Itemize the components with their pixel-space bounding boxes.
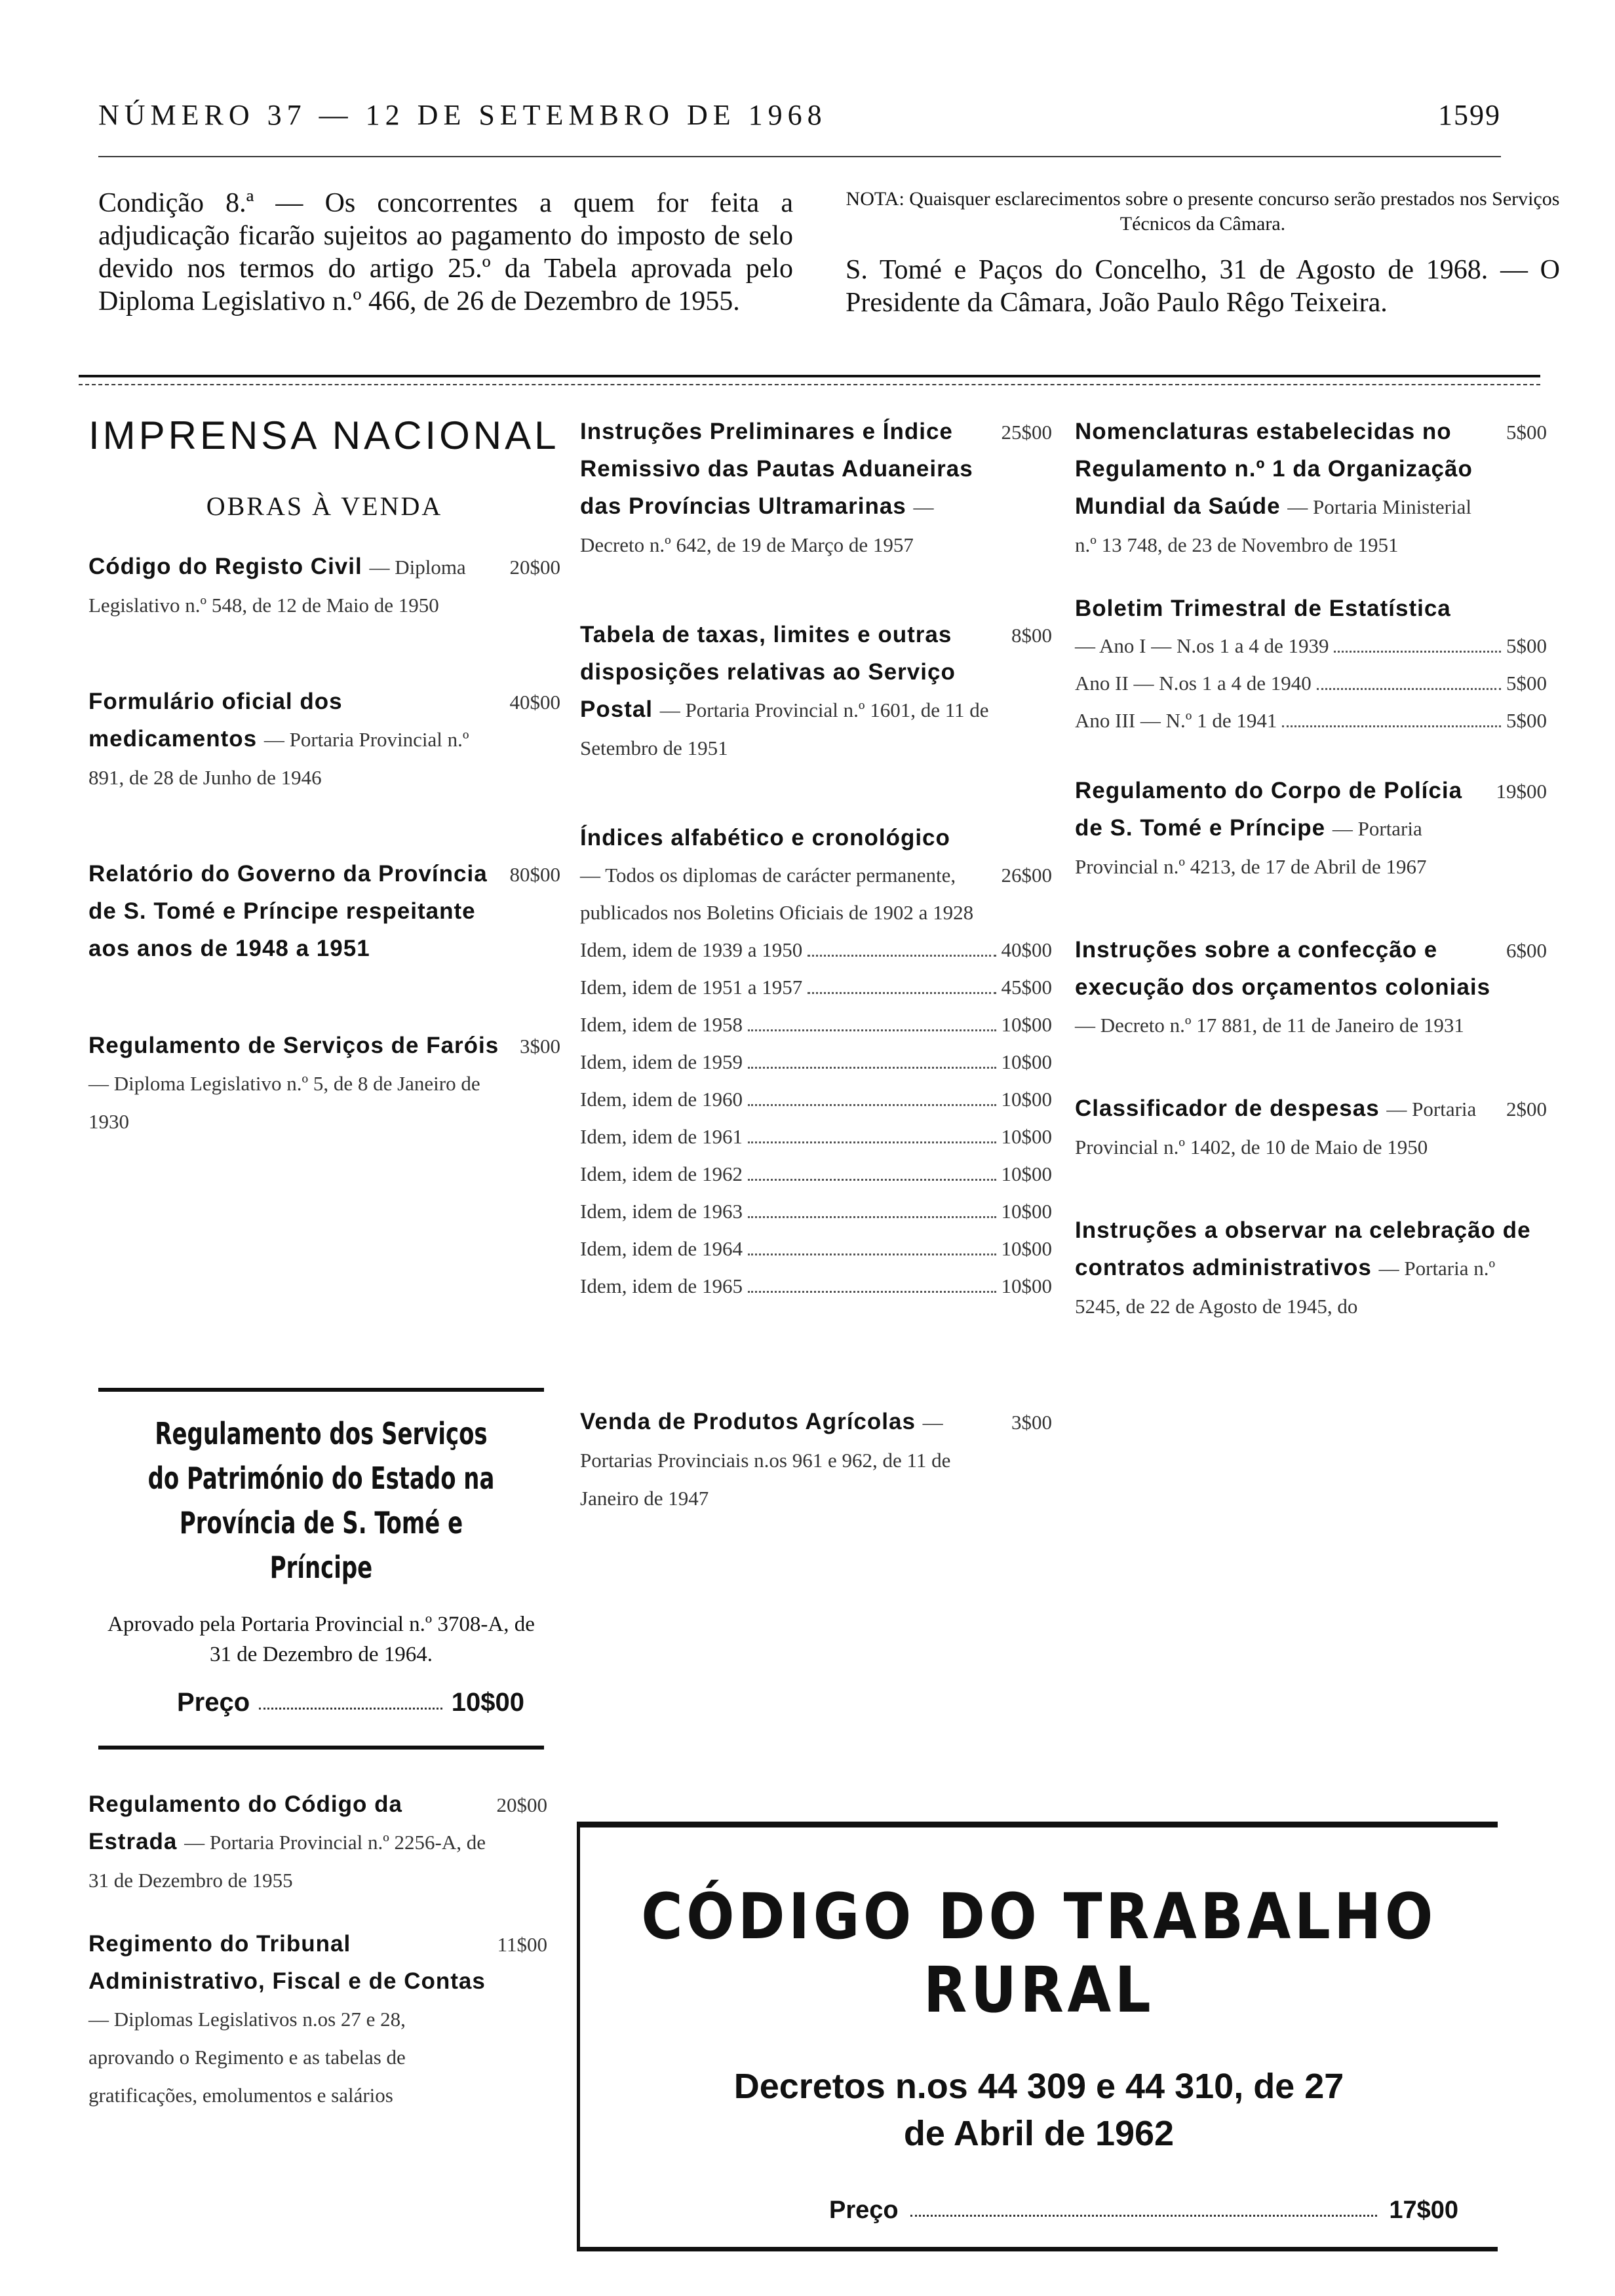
price-row-label: Idem, idem de 1960: [580, 1088, 743, 1111]
price-row: [580, 1081, 1052, 1118]
price-row: [580, 1267, 1052, 1305]
entry-title: Formulário oficial dos medicamentos: [88, 689, 343, 752]
entry-line: [1075, 772, 1547, 885]
catalog-entry: [580, 616, 1052, 767]
price-row: [580, 968, 1052, 1006]
codigo-sub1: Decretos n.os 44 309 e 44 310, de 27: [733, 2067, 1344, 2106]
price-row-label: Ano III — N.º 1 de 1941: [1075, 709, 1277, 732]
entry-desc: — Decreto n.º 17 881, de 11 de Janeiro de 1931: [1075, 1014, 1464, 1037]
notice-block: [846, 187, 1560, 319]
price-row-label: Idem, idem de 1959: [580, 1050, 743, 1073]
entry-title: Tabela de taxas, limites e outras disposições relativas ao Serviço Postal: [580, 622, 956, 722]
price-row: [580, 1043, 1052, 1081]
price-row-label: Idem, idem de 1964: [580, 1237, 743, 1260]
column-3: [1075, 413, 1547, 1371]
col3b-list: [1075, 772, 1547, 1325]
price-row: [580, 1193, 1052, 1230]
catalog-entry: [1075, 772, 1547, 885]
catalog-entry: [580, 413, 1052, 564]
entry-price: 3$00: [1011, 1411, 1052, 1434]
page-header: [98, 98, 1501, 138]
entry-title: Nomenclaturas estabelecidas no Regulamento n.º 1 da Organização Mundial da Saúde: [1075, 419, 1473, 519]
price-row-label: Idem, idem de 1961: [580, 1125, 743, 1148]
entry-price: 19$00: [1496, 780, 1547, 803]
entry-desc: — Portarias Provinciais n.os 961 e 962, de 11 de Janeiro de 1947: [580, 1411, 951, 1510]
condition-paragraph: Condição 8.ª — Os concorrentes a quem for feita a adjudicação ficarão sujeitos ao pagamento do imposto de selo devido nos termos do artigo 25.º da Tabela aprovada pelo Diploma Legislativo n.º 466, de 26 de Dezembro de 1955.: [98, 188, 793, 316]
entry-title: Instruções sobre a confecção e execução dos orçamentos coloniais: [1075, 937, 1491, 1000]
catalog-entry: [1075, 413, 1547, 564]
indices-desc: — Todos os diplomas de carácter permanente, publicados nos Boletins Oficiais de 1902 a 1928: [580, 864, 974, 924]
entry-line: [88, 855, 560, 968]
obras-subtitle: OBRAS À VENDA: [206, 491, 443, 521]
codigo-price-line: [829, 2196, 1458, 2225]
entry-desc: — Decreto n.º 642, de 19 de Março de 1957: [580, 495, 934, 556]
indices-title: [580, 819, 1052, 856]
entry-line: [88, 1786, 547, 1899]
price-row-label: Idem, idem de 1939 a 1950: [580, 938, 803, 961]
indices-rows: [580, 931, 1052, 1305]
header-rule: [98, 156, 1501, 157]
entry-desc: — Diploma Legislativo n.º 5, de 8 de Janeiro de 1930: [88, 1072, 480, 1133]
entry-desc: — Portaria Ministerial n.º 13 748, de 23 de Novembro de 1951: [1075, 495, 1471, 556]
entry-desc: — Diploma Legislativo n.º 548, de 12 de Maio de 1950: [88, 556, 466, 617]
boletim-entry: [1075, 590, 1547, 739]
entry-price: 40$00: [509, 691, 560, 714]
col1-list: [88, 548, 560, 1140]
price-row-price: 10$00: [1001, 1125, 1052, 1148]
entry-line: [580, 1403, 1052, 1517]
entry-price: 3$00: [520, 1035, 560, 1058]
entry-line: [580, 616, 1052, 767]
imprensa-title: IMPRENSA NACIONAL: [88, 413, 560, 457]
patrimonio-title: Regulamento dos Serviços do Património do Estado na Província de S. Tomé e Príncipe: [147, 1416, 495, 1585]
col3-list: [1075, 413, 1547, 564]
price-row: [580, 1118, 1052, 1155]
codigo-price-label: Preço: [829, 2196, 899, 2224]
price-row-price: 10$00: [1001, 1013, 1052, 1036]
entry-title: Regulamento do Corpo de Polícia de S. Tomé e Príncipe: [1075, 778, 1463, 841]
entry-line: [580, 413, 1052, 564]
page-number: 1599: [1438, 99, 1501, 131]
entry-title: Regulamento de Serviços de Faróis: [88, 1033, 499, 1058]
price-row: [1075, 664, 1547, 702]
entry-desc: — Portaria Provincial n.º 891, de 28 de Junho de 1946: [88, 728, 469, 789]
codigo-title: CÓDIGO DO TRABALHO RURAL: [641, 1880, 1437, 2027]
entry-line: [88, 1925, 547, 2114]
price-row-price: 45$00: [1001, 976, 1052, 999]
price-row-price: 5$00: [1506, 709, 1547, 732]
price-row-label: Idem, idem de 1965: [580, 1274, 743, 1297]
col2-list: [580, 413, 1052, 767]
catalog-entry: [1075, 1212, 1547, 1325]
entry-title: Código do Registo Civil: [88, 554, 362, 579]
entry-desc: — Portaria Provincial n.º 4213, de 17 de Abril de 1967: [1075, 817, 1427, 878]
indices-entry: [580, 819, 1052, 1305]
price-row-label: Idem, idem de 1963: [580, 1200, 743, 1223]
codigo-price: 17$00: [1389, 2196, 1458, 2224]
codigo-subtitle: [580, 2063, 1498, 2157]
price-row: [1075, 702, 1547, 739]
entry-line: [1075, 1090, 1547, 1166]
price-row-price: 40$00: [1001, 938, 1052, 961]
codigo-box: [577, 1822, 1498, 2251]
codigo-sub2: de Abril de 1962: [903, 2114, 1175, 2153]
entry-price: 6$00: [1506, 939, 1547, 962]
price-row: [580, 1155, 1052, 1193]
price-row-label: Idem, idem de 1958: [580, 1013, 743, 1036]
entry-line: [88, 1027, 560, 1140]
entry-price: 5$00: [1506, 421, 1547, 444]
price-row-price: 5$00: [1506, 634, 1547, 657]
entry-price: 20$00: [509, 556, 560, 579]
entry-line: [88, 683, 560, 796]
entry-title: Regimento do Tribunal Administrativo, Fiscal e de Contas: [88, 1931, 486, 1994]
catalog-entry: [88, 855, 560, 968]
price-row-price: 10$00: [1001, 1200, 1052, 1223]
notice-note: NOTA: Quaisquer esclarecimentos sobre o presente concurso serão prestados nos Serviços Técnicos da Câmara.: [846, 188, 1560, 235]
entry-title: Regulamento do Código da Estrada: [88, 1791, 402, 1854]
indices-desc-line: [580, 856, 1052, 931]
entry-title: Instruções Preliminares e Índice Remissivo das Pautas Aduaneiras das Províncias Ultramarinas: [580, 419, 973, 519]
header-issue: NÚMERO 37 — 12 DE SETEMBRO DE 1968: [98, 99, 827, 131]
entry-desc: — Portaria Provincial n.º 2256-A, de 31 de Dezembro de 1955: [88, 1831, 486, 1892]
entry-line: [88, 548, 560, 624]
catalog-entry: [88, 683, 560, 796]
price-row: [580, 931, 1052, 968]
entry-desc: — Portaria Provincial n.º 1402, de 10 de Maio de 1950: [1075, 1098, 1477, 1158]
catalog-entry: [1075, 931, 1547, 1044]
price-row-price: 5$00: [1506, 672, 1547, 695]
catalog-entry: [88, 1027, 560, 1140]
entry-desc: — Portaria Provincial n.º 1601, de 11 de Setembro de 1951: [580, 698, 989, 759]
entry-line: [1075, 413, 1547, 564]
entry-title: Venda de Produtos Agrícolas: [580, 1409, 916, 1434]
ornamental-rule: [79, 375, 1540, 385]
entry-price: 2$00: [1506, 1098, 1547, 1120]
price-row-label: — Ano I — N.os 1 a 4 de 1939: [1075, 634, 1329, 657]
price-row-label: Idem, idem de 1962: [580, 1162, 743, 1185]
price-row-label: Idem, idem de 1951 a 1957: [580, 976, 803, 999]
price-row: [580, 1230, 1052, 1267]
price-row-label: Ano II — N.os 1 a 4 de 1940: [1075, 672, 1312, 695]
entry-price: 25$00: [1001, 421, 1052, 444]
catalog-entry: [1075, 1090, 1547, 1166]
column-2: [580, 413, 1052, 1543]
notice-signature: S. Tomé e Paços do Concelho, 31 de Agosto de 1968. — O Presidente da Câmara, João Paulo Rêgo Teixeira.: [846, 255, 1560, 318]
entry-price: 20$00: [496, 1793, 547, 1816]
boletim-title: Boletim Trimestral de Estatística: [1075, 596, 1451, 621]
entry-line: [1075, 1212, 1547, 1325]
catalog-entry: [88, 1925, 547, 2114]
patrimonio-price-label: Preço: [177, 1688, 250, 1717]
price-row-price: 10$00: [1001, 1088, 1052, 1111]
price-row-price: 10$00: [1001, 1237, 1052, 1260]
indices-title-text: Índices alfabético e cronológico: [580, 825, 950, 851]
patrimonio-price-line: [177, 1688, 524, 1717]
price-row: [1075, 627, 1547, 664]
catalog-entry: [88, 548, 560, 624]
entry-title: Instruções a observar na celebração de contratos administrativos: [1075, 1217, 1531, 1280]
patrimonio-desc: Aprovado pela Portaria Provincial n.º 3708-A, de 31 de Dezembro de 1964.: [107, 1613, 535, 1666]
entry-title: Relatório do Governo da Província de S. Tomé e Príncipe respeitante aos anos de 1948 a 1951: [88, 861, 488, 961]
catalog-entry: [88, 1786, 547, 1899]
price-row-price: 10$00: [1001, 1274, 1052, 1297]
catalog-entry: [580, 1403, 1052, 1517]
indices-first-price: 26$00: [1001, 864, 1052, 887]
entry-line: [1075, 931, 1547, 1044]
entry-desc: — Diplomas Legislativos n.os 27 e 28, aprovando o Regimento e as tabelas de gratificações, emolumentos e salários: [88, 2008, 406, 2107]
entry-price: 80$00: [509, 863, 560, 886]
entry-desc: — Portaria n.º 5245, de 22 de Agosto de 1945, do: [1075, 1257, 1496, 1318]
col2b-list: [580, 1403, 1052, 1517]
price-row-price: 10$00: [1001, 1050, 1052, 1073]
price-row: [580, 1006, 1052, 1043]
price-row-price: 10$00: [1001, 1162, 1052, 1185]
entry-price: 11$00: [497, 1933, 547, 1956]
column-1: [88, 413, 560, 1199]
entry-price: 8$00: [1011, 624, 1052, 647]
patrimonio-price: 10$00: [451, 1688, 524, 1717]
entry-title: Classificador de despesas: [1075, 1096, 1380, 1121]
col1b-list: [88, 1786, 547, 2140]
boletim-rows: [1075, 627, 1547, 739]
patrimonio-box: [98, 1388, 544, 1750]
